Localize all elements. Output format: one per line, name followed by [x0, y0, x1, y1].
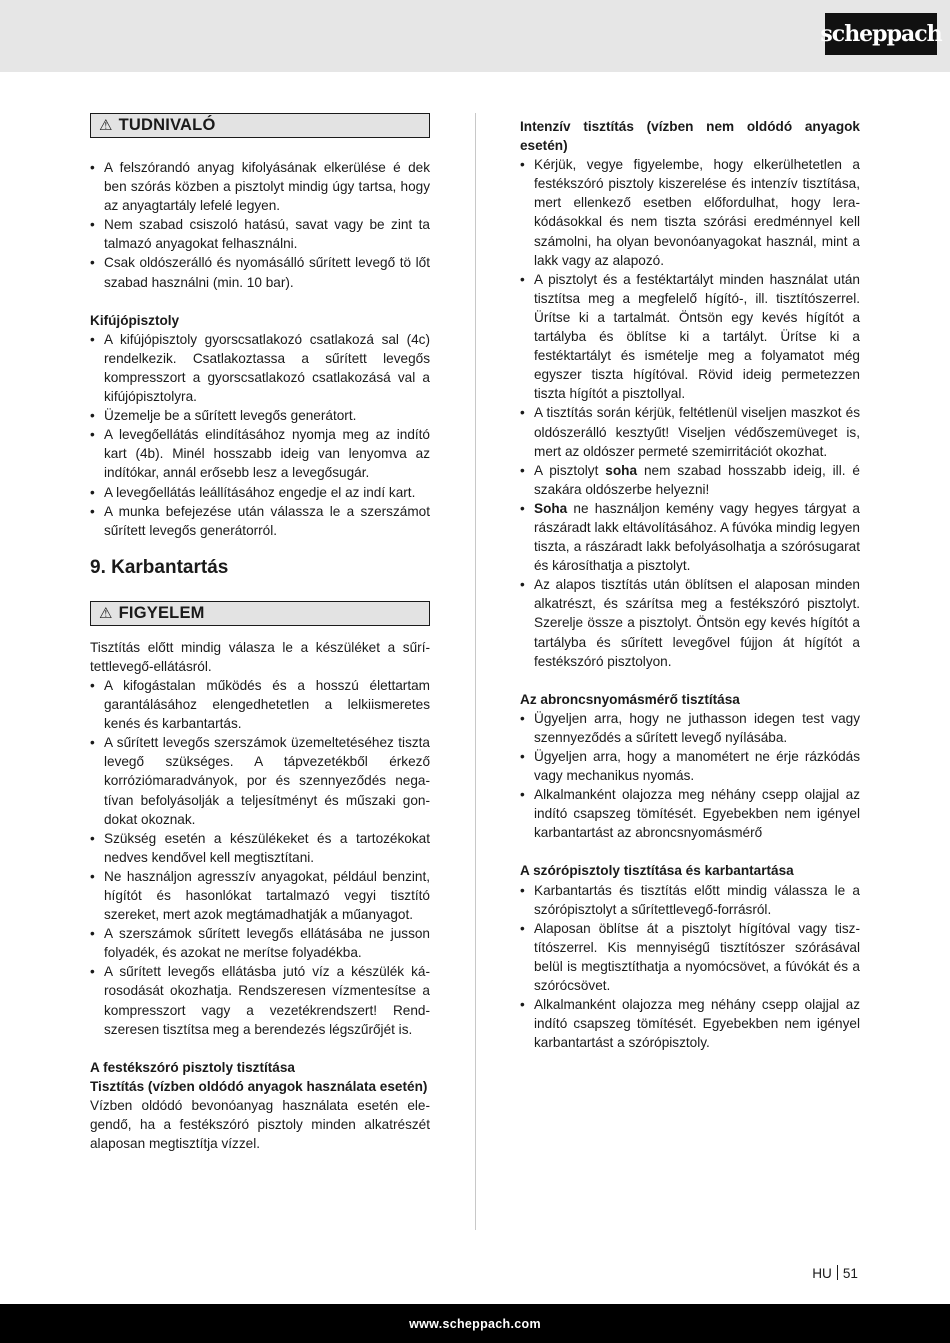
list-item: • Nem szabad csiszoló hatású, savat vagy be zint ta talmazó anyagokat felhasználni. [90, 215, 430, 253]
item-text-pre: A pisztolyt [534, 462, 606, 478]
list-item: • A pisztolyt és a festéktartályt minden használat után tisztítsa meg a megfelelő hígító-, ill. tisztítószerrel. Ürítse ki a tartalmát. Öntsön egy kevés hígítót a tartályba és öblítse ki a tartályt. Ürítse ki a festéktartályt és ismételje meg a folyamatot még egyszer tiszta hígítóval. Rövid ideig permetezzen tiszta hígítót a pisztollyal. [520, 270, 860, 404]
intensive-cleaning-heading: Intenzív tisztítás (vízben nem oldódó anyagok esetén) [520, 119, 860, 154]
list-item: • Szükség esetén a készülékeket és a tartozékokat nedves kendővel kell megtisztítani. [90, 829, 430, 867]
notice-list [90, 158, 430, 292]
list-item: • A sűrített levegős ellátásba jutó víz a készülék károsodását okozhatja. Rendszeresen vízmentesítse a kompresszort vagy a vezetékrendszert! Rendszeresen tisztítsa meg a berendezés légszűrőjét is. [90, 962, 430, 1038]
list-item: • Ügyeljen arra, hogy a manométert ne érje rázkódás vagy mechanikus nyomás. [520, 747, 860, 785]
header-bar [0, 0, 950, 72]
footer-bar [0, 1304, 950, 1343]
section-title: 9. Karbantartás [90, 556, 229, 578]
item-text-post: ne használjon kemény vagy hegyes tárgyat a rászáradt lakk eltávolításához. A fúvóka mindig legyen tiszta, a rászáradt lakk befolyásolhatja a szórósugarat és károsíthatja a pisztolyt. [534, 500, 860, 574]
caution-title: FIGYELEM [118, 603, 205, 622]
page-number-value: 51 [842, 1266, 858, 1281]
gauge-list [520, 709, 860, 843]
list-item [520, 461, 860, 499]
list-item: • A tisztítás során kérjük, feltétlenül viseljen maszkot és oldószerálló kesztyűt! Viseljen védőszemüveget is, mert az oldószer permeté szemirritációt okozhat. [520, 403, 860, 460]
footer-url: www.scheppach.com [409, 1316, 541, 1331]
left-column [90, 113, 430, 1153]
list-item: • A levegőellátás elindításához nyomja meg az indító kart (4b). Minél hosszabb ideig van lenyomva az indítókar, annál erősebb lesz a levegősugár. [90, 425, 430, 482]
list-item: • A levegőellátás leállításához engedje el az indí kart. [90, 483, 430, 502]
list-item [520, 499, 860, 575]
spray-cleaning-heading: A festékszóró pisztoly tisztítása [90, 1059, 295, 1075]
spray-cleaning-text: Vízben oldódó bevonóanyag használata esetén elegendő, ha a festékszóró pisztoly minden alkatrészét alaposan megtisztítja vízzel. [90, 1097, 430, 1152]
blowgun-list [90, 330, 430, 540]
list-item: • Alkalmanként olajozza meg néhány csepp olajjal az indító csapszeg tömítését. Egyebekben nem igényel karbantartást az abroncsnyomásmérő [520, 785, 860, 842]
list-item: • A sűrített levegős szerszámok üzemeltetéséhez tiszta levegő szükséges. A tápvezetékből érkező korróziómaradványok, por és szennyeződés negatívan befolyásolják a teljesítményt és műszaki gondokat okoznak. [90, 733, 430, 828]
brand-logo [820, 13, 942, 55]
blowgun-heading: Kifújópisztoly [90, 312, 180, 328]
spraygun-list [520, 881, 860, 1053]
spray-cleaning-subheading: Tisztítás (vízben oldódó anyagok használata esetén) [90, 1078, 428, 1094]
item-text-post: nem szabad hosszabb ideig, ill. é szakára oldószerbe helyezni! [534, 462, 860, 497]
list-item: • Csak oldószerálló és nyomásálló sűrített levegő tö lőt szabad használni (min. 10 bar). [90, 253, 430, 291]
logo-text: scheppach [820, 21, 942, 47]
list-item: • A szerszámok sűrített levegős ellátásába ne jusson folyadék, és azokat ne merítse folyadékba. [90, 924, 430, 962]
list-item: • Alaposan öblítse át a pisztolyt hígítóval vagy tisztítószerrel. Kis mennyiségű tisztítószer szórásával belül is megtisztíthatja a nyomócsövet, a fúvókát és a szórócsövet. [520, 919, 860, 995]
page-separator [837, 1265, 838, 1280]
list-item: • Ne használjon agresszív anyagokat, például benzint, hígítót és hasonlókat tartalmazó vegyi tisztító szereket, mert azok megtámadhatják a műanyagot. [90, 867, 430, 924]
list-item: • Kérjük, vegye figyelembe, hogy elkerülhetetlen a festékszóró pisztoly kiszerelése és intenzív tisztítása, mert ellenkező esetben előfordulhat, hogy lerakódásokkal és nem tiszta szórási eredménnyel kell számolni, ha olyan bevonóanyagokat használ, mint a lakk vagy az alapozó. [520, 155, 860, 270]
caution-list [90, 676, 430, 1039]
list-item: • Alkalmanként olajozza meg néhány csepp olajjal az indító csapszeg tömítését. Egyebekben nem igényel karbantartást a szórópisztoly. [520, 995, 860, 1052]
list-item: • A kifogástalan működés és a hosszú élettartam garantálásához elengedhetetlen a lelkiismeretes kenés és karbantartás. [90, 676, 430, 733]
notice-title: TUDNIVALÓ [118, 115, 216, 134]
page-number [812, 1265, 858, 1281]
intensive-list [520, 155, 860, 671]
list-item: • A kifújópisztoly gyorscsatlakozó csatlakozá sal (4c) rendelkezik. Csatlakoztassa a sűrített levegős kompresszort a gyorscsatlakozó csatlakozásá val a kifújópisztolyra. [90, 330, 430, 406]
caution-box [90, 601, 430, 626]
list-item: • Ügyeljen arra, hogy ne juthasson idegen test vagy szennyeződés a sűrített levegő nyílásába. [520, 709, 860, 747]
list-item: • Az alapos tisztítás után öblítsen el alaposan minden alkatrészt, és szárítsa meg a festékszóró pisztolyt. Szerelje össze a pisztolyt. Öntsön egy kevés hígítót a tartályba és sűrített levegővel fújjon át hígítót a festékszóró pisztolyon. [520, 575, 860, 670]
column-divider [475, 113, 476, 1230]
spraygun-maintenance-heading: A szórópisztoly tisztítása és karbantartása [520, 863, 794, 879]
item-text-bold: soha [605, 462, 638, 478]
warning-icon: ⚠ [99, 116, 113, 134]
item-text-bold: Soha [534, 500, 568, 516]
caution-intro: Tisztítás előtt mindig válasza le a készüléket a sűrítettlevegő-ellátásról. [90, 639, 430, 674]
list-item: • Üzemelje be a sűrített levegős generátort. [90, 406, 430, 425]
list-item: • Karbantartás és tisztítás előtt mindig válassza le a szórópisztolyt a sűrítettlevegő-forrásról. [520, 881, 860, 919]
warning-icon: ⚠ [99, 604, 113, 622]
list-item: • A felszórandó anyag kifolyásának elkerülése é dek ben szórás közben a pisztolyt mindig úgy tartsa, hogy az anyagtartály lefelé legyen. [90, 158, 430, 215]
list-item: • A munka befejezése után válassza le a szerszámot sűrített levegős generátorról. [90, 502, 430, 540]
notice-box [90, 113, 430, 138]
language-code: HU [812, 1266, 832, 1281]
right-column [520, 113, 860, 1052]
gauge-cleaning-heading: Az abroncsnyomásmérő tisztítása [520, 691, 740, 707]
